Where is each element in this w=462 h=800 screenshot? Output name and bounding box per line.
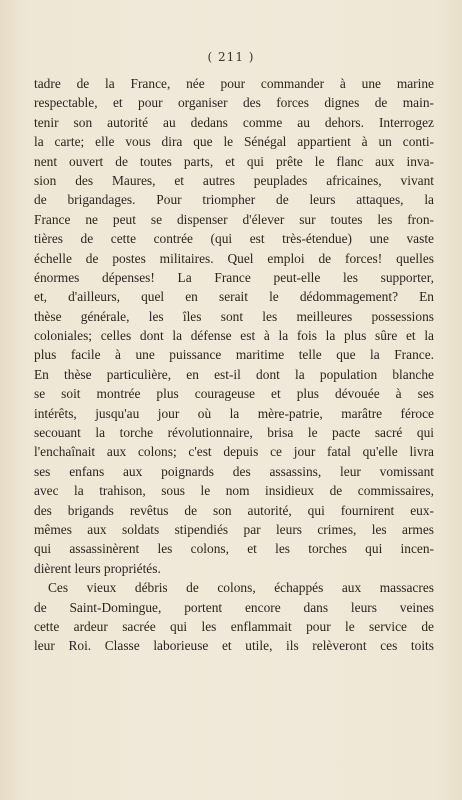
text-line: Ces vieux débris de colons, échappés aux massacres [48,580,434,596]
text-line: qui assassinèrent les colons, et les torches qui incen- [34,541,434,557]
text-line: intérêts, jusqu'au jour où la mère-patrie, marâtre féroce [34,405,434,421]
text-line: nent ouvert de toutes parts, et qui prête le flanc aux inva- [34,153,434,169]
page-text [34,74,434,656]
text-line: échelle de postes militaires. Quel emploi de forces! quelles [34,250,434,266]
text-line: plus facile à une puissance maritime telle que la France. [34,347,434,363]
text-line: tadre de la France, née pour commander à une marine [34,76,434,91]
text-line: l'enchaînait aux colons; c'est depuis ce jour fatal qu'elle livra [34,444,434,460]
text-line: thèse générale, les îles sont les meilleures possessions [34,308,434,324]
text-line: avec la trahison, sous le nom insidieux de commissaires, [34,483,434,499]
text-line: mêmes aux soldats stipendiés par leurs crimes, les armes [34,521,434,537]
page-number: ( 211 ) [207,50,255,64]
text-line: la carte; elle vous dira que le Sénégal appartient à un conti- [34,134,434,150]
text-line: tières de cette contrée (qui est très-étendue) une vaste [34,231,434,247]
text-line: sion des Maures, et autres peuplades africaines, vivant [34,172,434,188]
text-line: et, d'ailleurs, quel en serait le dédommagement? En [34,289,434,305]
text-line: de brigandages. Pour triompher de leurs attaques, la [34,192,434,208]
text-line: secouant la torche révolutionnaire, brisa le pacte sacré qui [34,425,434,441]
text-line: coloniales; celles dont la défense est à la fois la plus sûre et la [34,328,434,344]
text-line: des brigands revêtus de son autorité, qui fournirent eux- [34,502,434,518]
text-line: leur Roi. Classe laborieuse et utile, ils relèveront ces toits [34,638,434,654]
text-line: France ne peut se dispenser d'élever sur toutes les fron- [34,211,434,227]
text-line: se soit montrée plus courageuse et plus dévouée à ses [34,386,434,402]
text-line: énormes dépenses! La France peut-elle les supporter, [34,269,434,285]
text-line: de Saint-Domingue, portent encore dans leurs veines [34,599,434,615]
text-line: tenir son autorité au dedans comme au dehors. Interrogez [34,114,434,130]
text-line: ses enfans aux poignards des assassins, leur vomissant [34,463,434,479]
text-line: respectable, et pour organiser des forces dignes de main- [34,95,434,111]
text-line: cette ardeur sacrée qui les enflammait pour le service de [34,618,434,634]
text-line: dièrent leurs propriétés. [34,560,161,576]
text-line: En thèse particulière, en est-il dont la population blanche [34,366,434,382]
